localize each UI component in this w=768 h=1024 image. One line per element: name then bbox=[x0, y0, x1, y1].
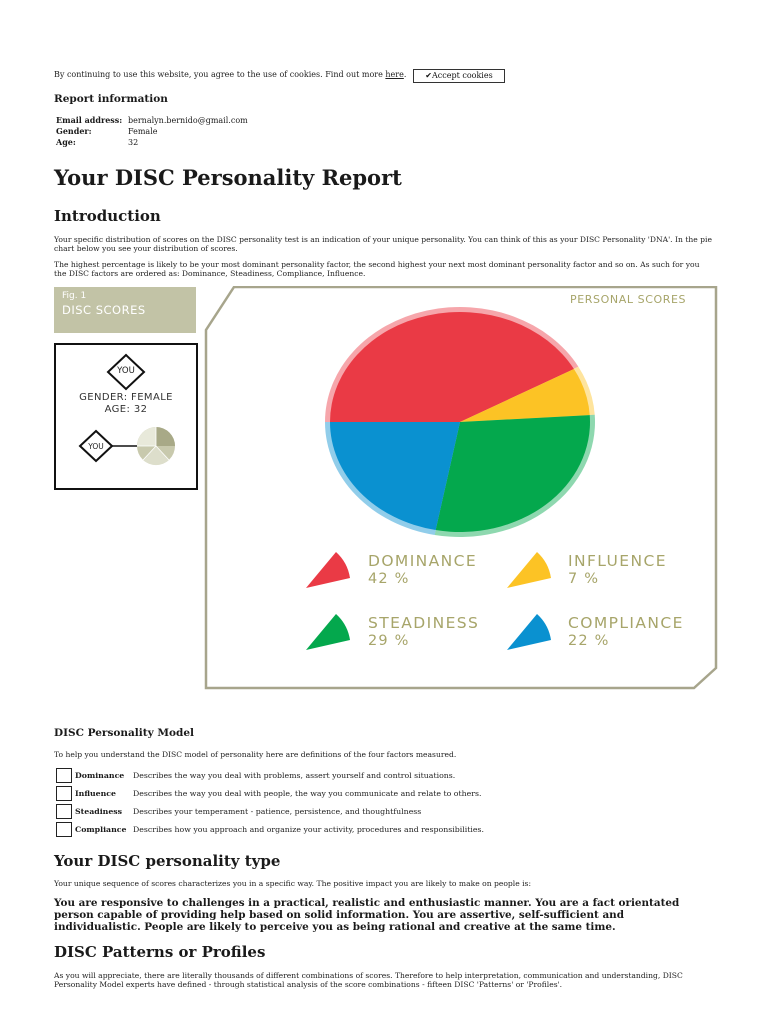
info-value: bernalyn.bernido@gmail.com bbox=[128, 116, 248, 125]
figure-title: DISC SCORES bbox=[62, 303, 146, 317]
legend-wedge bbox=[507, 552, 551, 588]
profile-legend bbox=[54, 343, 198, 490]
legend-influence-name: INFLUENCE bbox=[568, 552, 667, 570]
you-label-small: YOU bbox=[88, 442, 104, 451]
check-icon: ✔ bbox=[425, 71, 432, 80]
legend-steadiness-name: STEADINESS bbox=[368, 614, 480, 632]
pie-slice-steadiness bbox=[436, 415, 590, 532]
cookie-notice bbox=[54, 70, 406, 79]
patterns-heading: DISC Patterns or Profiles bbox=[54, 943, 266, 961]
model-desc: Describes how you approach and organize your activity, procedures and responsibilities. bbox=[133, 825, 484, 834]
chart-title: PERSONAL SCORES bbox=[570, 293, 687, 306]
intro-paragraph-1: Your specific distribution of scores on the DISC personality test is an indication of your unique personality. You can think of this as your DISC Personality 'DNA'. In the pie chart below you see your distribution of scores. bbox=[54, 235, 712, 253]
dominance-legend-icon bbox=[302, 548, 354, 592]
checkbox[interactable] bbox=[56, 786, 72, 801]
legend-steadiness-pct: 29 % bbox=[368, 633, 410, 649]
type-heading: Your DISC personality type bbox=[54, 852, 281, 870]
intro-paragraph-2: The highest percentage is likely to be your most dominant personality factor, the second highest your next most dominant personality factor and so on. As such for you the DISC factors are ordered as: Dominance, Steadiness, Compliance, Influence. bbox=[54, 260, 700, 278]
legend-compliance-pct: 22 % bbox=[568, 633, 610, 649]
model-intro: To help you understand the DISC model of personality here are definitions of the four factors measured. bbox=[54, 750, 457, 759]
cookie-more-link[interactable]: here bbox=[385, 70, 404, 79]
report-info-heading: Report information bbox=[54, 93, 168, 105]
info-row-age bbox=[56, 137, 138, 147]
gender-line: GENDER: FEMALE bbox=[79, 392, 173, 403]
mini-pie-icon bbox=[137, 427, 175, 465]
info-label: Age: bbox=[56, 137, 76, 147]
legend-compliance-name: COMPLIANCE bbox=[568, 614, 684, 632]
steadiness-legend-icon bbox=[302, 610, 354, 654]
you-label: YOU bbox=[117, 366, 135, 376]
accept-cookies-button[interactable] bbox=[413, 69, 505, 83]
info-label: Email address: bbox=[56, 115, 123, 125]
checkbox[interactable] bbox=[56, 804, 72, 819]
patterns-text: As you will appreciate, there are literally thousands of different combinations of scores. Therefore to help interpretation, communication and understanding, DISC Personality Model experts have defined - through statistical analysis of the score combinations - fifteen DISC 'Patterns' or 'Profiles'. bbox=[54, 971, 683, 989]
page-title: Your DISC Personality Report bbox=[54, 165, 402, 190]
age-line: AGE: 32 bbox=[104, 404, 148, 415]
influence-legend-icon bbox=[503, 548, 555, 592]
legend-influence-pct: 7 % bbox=[568, 571, 600, 587]
model-term: Influence bbox=[75, 789, 116, 798]
model-desc: Describes the way you deal with problems, assert yourself and control situations. bbox=[133, 771, 456, 780]
legend-dominance-pct: 42 % bbox=[368, 571, 410, 587]
introduction-heading: Introduction bbox=[54, 207, 161, 225]
model-term: Dominance bbox=[75, 771, 125, 780]
info-label: Gender: bbox=[56, 126, 92, 136]
info-row-gender bbox=[56, 126, 158, 136]
legend-dominance-name: DOMINANCE bbox=[368, 552, 478, 570]
info-row-email bbox=[56, 115, 248, 125]
model-term: Steadiness bbox=[75, 807, 123, 816]
figure-label bbox=[54, 287, 196, 333]
checkbox[interactable] bbox=[56, 822, 72, 837]
pie-chart bbox=[320, 303, 600, 541]
model-term: Compliance bbox=[75, 825, 127, 834]
model-desc: Describes the way you deal with people, the way you communicate and relate to others. bbox=[133, 789, 482, 798]
accept-cookies-label: Accept cookies bbox=[431, 71, 493, 80]
model-heading: DISC Personality Model bbox=[54, 727, 195, 739]
legend-wedge bbox=[507, 614, 551, 650]
type-intro: Your unique sequence of scores characterizes you in a specific way. The positive impact you are likely to make on people is: bbox=[54, 879, 532, 888]
model-desc: Describes your temperament - patience, persistence, and thoughtfulness bbox=[133, 807, 422, 816]
compliance-legend-icon bbox=[503, 610, 555, 654]
cookie-text: By continuing to use this website, you agree to the use of cookies. Find out more bbox=[54, 70, 386, 79]
legend-wedge bbox=[306, 614, 350, 650]
checkbox[interactable] bbox=[56, 768, 72, 783]
info-value: Female bbox=[128, 127, 158, 136]
type-description: You are responsive to challenges in a practical, realistic and enthusiastic manner. You are a fact orientated person capable of providing help based on solid information. You are assertive, self-sufficient and individualistic. People are likely to perceive you as being rational and creative at the same time. bbox=[54, 897, 680, 933]
legend-wedge bbox=[306, 552, 350, 588]
figure-number: Fig. 1 bbox=[62, 291, 87, 301]
cookie-text-end: . bbox=[403, 70, 407, 79]
info-value: 32 bbox=[128, 138, 139, 147]
